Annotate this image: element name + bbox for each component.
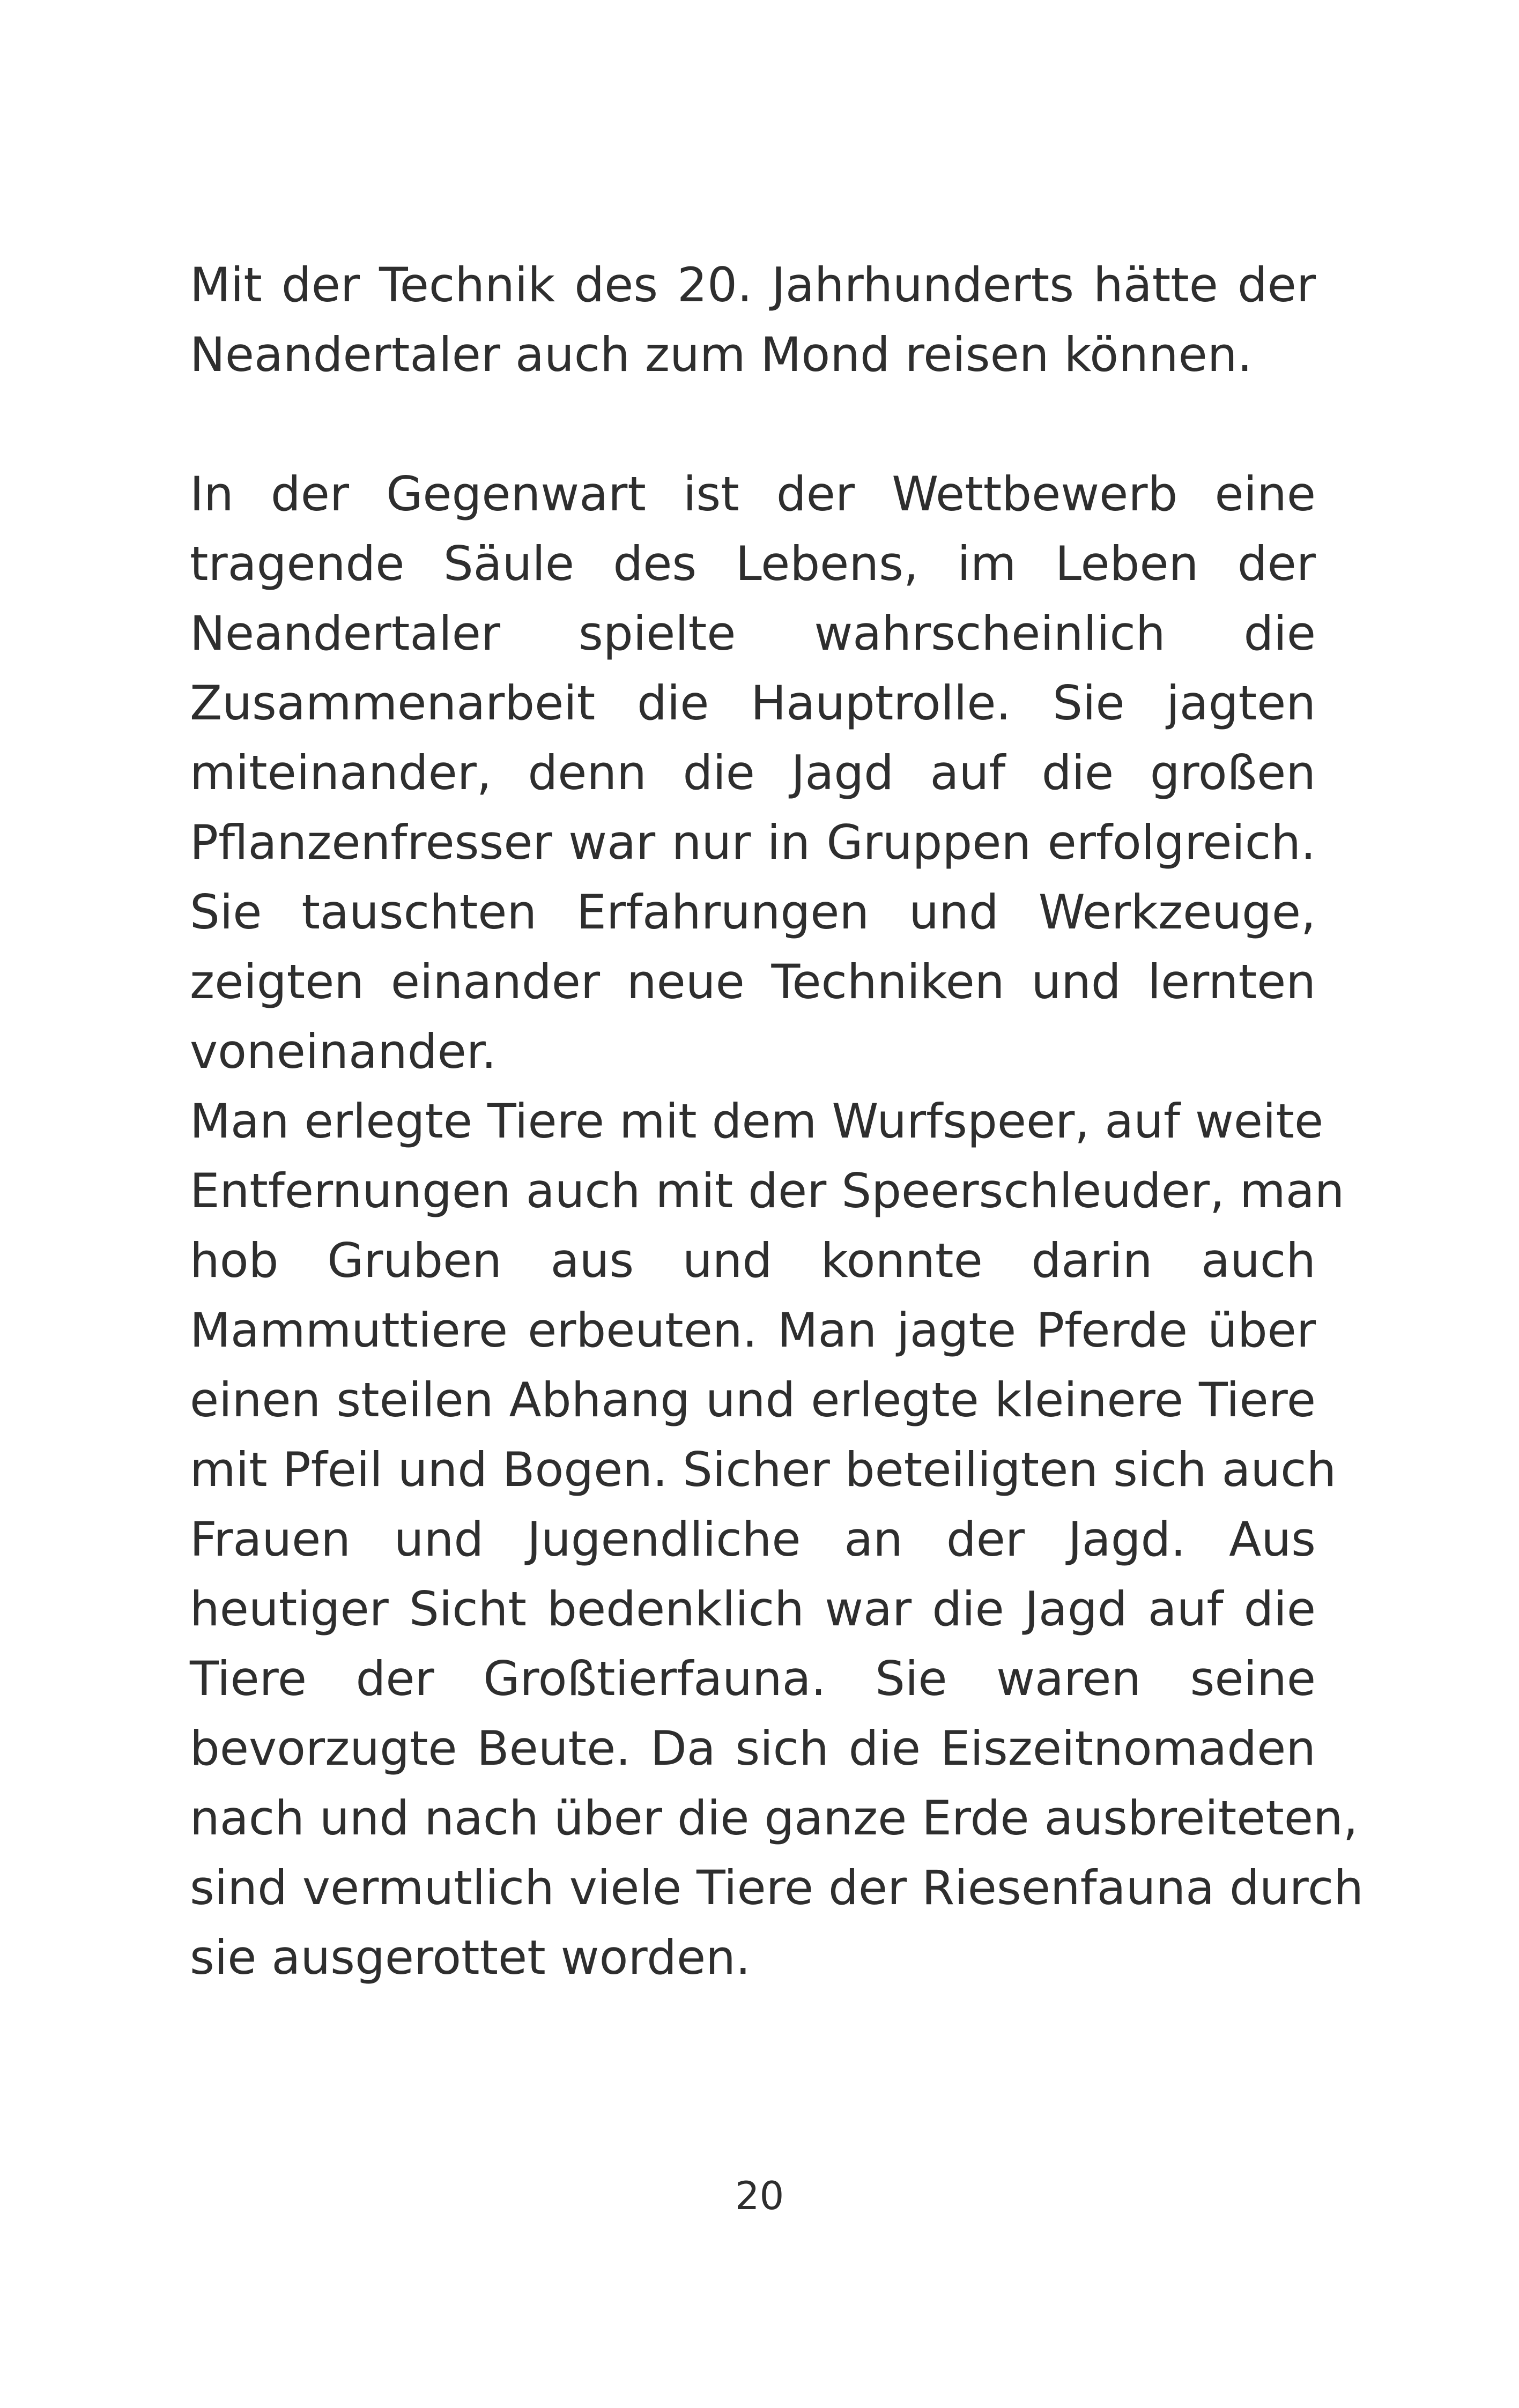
text-line: hob Gruben aus und konnte darin auch bbox=[190, 1233, 1316, 1288]
text-line: heutiger Sicht bedenklich war die Jagd auf die bbox=[190, 1581, 1316, 1637]
text-line: Tiere der Großtierfauna. Sie waren seine bbox=[190, 1651, 1316, 1706]
text-line: tragende Säule des Lebens, im Leben der bbox=[190, 536, 1316, 591]
text-line: Entfernungen auch mit der Speerschleuder, man bbox=[190, 1163, 1345, 1218]
text-line: Pflanzenfresser war nur in Gruppen erfolgreich. bbox=[190, 815, 1316, 870]
text-line: nach und nach über die ganze Erde ausbreiteten, bbox=[190, 1790, 1358, 1846]
page-number: 20 bbox=[735, 2173, 784, 2218]
text-line: sind vermutlich viele Tiere der Riesenfauna durch bbox=[190, 1860, 1364, 1915]
text-line: einen steilen Abhang und erlegte kleinere Tiere bbox=[190, 1372, 1316, 1428]
text-line: Sie tauschten Erfahrungen und Werkzeuge, bbox=[190, 885, 1316, 940]
text-line: Frauen und Jugendliche an der Jagd. Aus bbox=[190, 1512, 1316, 1567]
paragraph-moon bbox=[190, 250, 1316, 390]
text-line: Mit der Technik des 20. Jahrhunderts hätte der bbox=[190, 257, 1316, 313]
text-line: sie ausgerottet worden. bbox=[190, 1930, 751, 1985]
text-line: zeigten einander neue Techniken und lernten bbox=[190, 954, 1316, 1009]
text-line: Man erlegte Tiere mit dem Wurfspeer, auf weite bbox=[190, 1094, 1324, 1149]
paragraph-cooperation-hunting bbox=[190, 459, 1364, 1993]
text-line: mit Pfeil und Bogen. Sicher beteiligten sich auch bbox=[190, 1442, 1337, 1497]
text-line: Neandertaler spielte wahrscheinlich die bbox=[190, 606, 1316, 661]
text-line: Mammuttiere erbeuten. Man jagte Pferde über bbox=[190, 1303, 1316, 1358]
text-line: Neandertaler auch zum Mond reisen können. bbox=[190, 327, 1253, 382]
text-line: miteinander, denn die Jagd auf die großen bbox=[190, 745, 1316, 800]
text-line: voneinander. bbox=[190, 1024, 497, 1079]
text-line: Zusammenarbeit die Hauptrolle. Sie jagten bbox=[190, 675, 1316, 731]
text-line: In der Gegenwart ist der Wettbewerb eine bbox=[190, 466, 1316, 522]
text-line: bevorzugte Beute. Da sich die Eiszeitnomaden bbox=[190, 1721, 1316, 1776]
